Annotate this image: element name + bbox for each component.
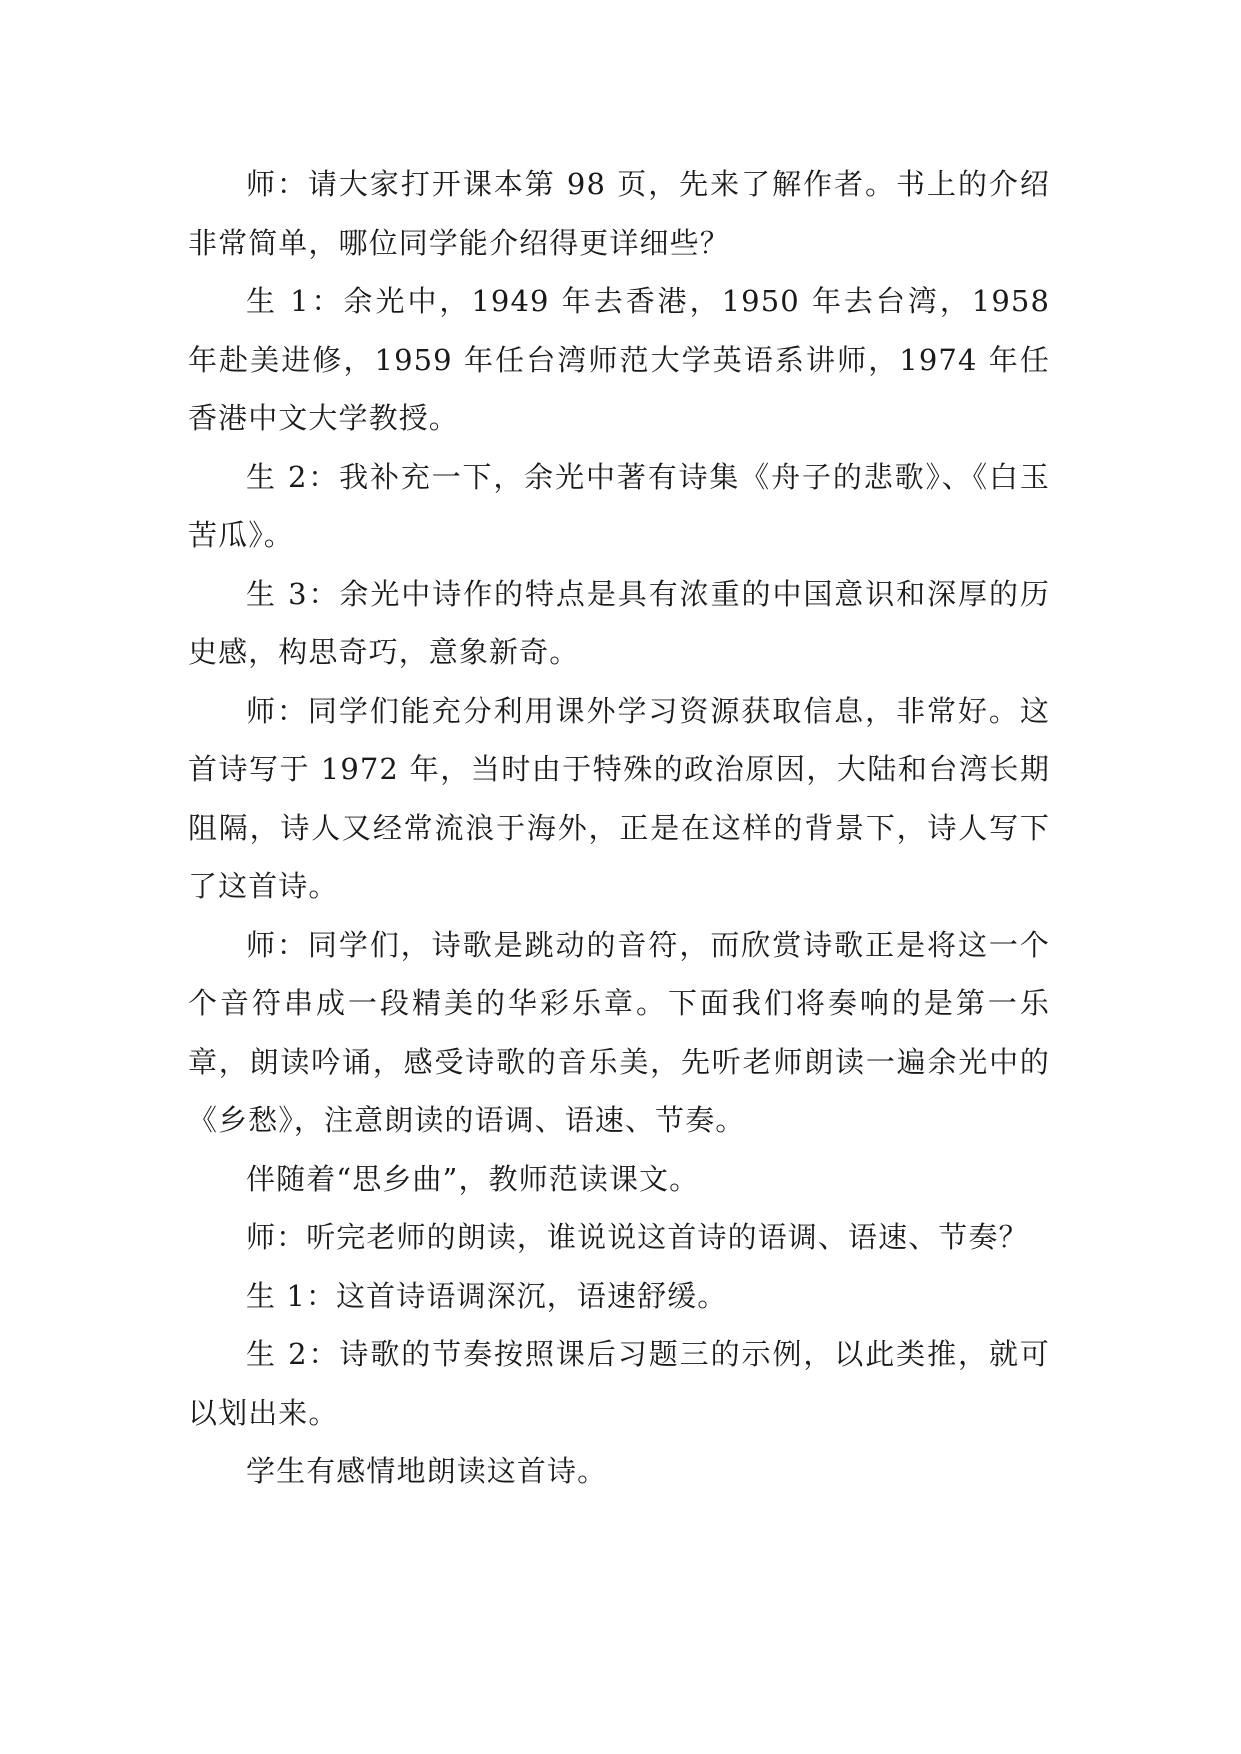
paragraph-student2-works: 生 2：我补充一下，余光中著有诗集《舟子的悲歌》、《白玉苦瓜》。: [188, 459, 1050, 552]
document-body: [188, 155, 1050, 1501]
paragraph-student3-style: 生 3：余光中诗作的特点是具有浓重的中国意识和深厚的历史感，构思奇巧，意象新奇。: [188, 576, 1050, 669]
paragraph-teacher-background: 师：同学们能充分利用课外学习资源获取信息，非常好。这首诗写于 1972 年，当时由于特殊的政治原因，大陆和台湾长期阻隔，诗人又经常流浪于海外，正是在这样的背景下，诗人写下了这首诗。: [188, 693, 1050, 903]
paragraph-model-reading: 伴随着“思乡曲”，教师范读课文。: [246, 1161, 700, 1196]
paragraph-teacher-intro: 师：请大家打开课本第 98 页，先来了解作者。书上的介绍非常简单，哪位同学能介绍得更详细些？: [188, 167, 1050, 260]
paragraph-student2-answer: 生 2：诗歌的节奏按照课后习题三的示例，以此类推，就可以划出来。: [188, 1337, 1050, 1430]
paragraph-students-read: 学生有感情地朗读这首诗。: [246, 1454, 608, 1488]
paragraph-student1-answer: 生 1：这首诗语调深沉，语速舒缓。: [246, 1278, 728, 1313]
paragraph-student1-bio: 生 1：余光中，1949 年去香港，1950 年去台湾，1958 年赴美进修，1959 年任台湾师范大学英语系讲师，1974 年任香港中文大学教授。: [188, 284, 1050, 435]
paragraph-teacher-first-movement: 师：同学们，诗歌是跳动的音符，而欣赏诗歌正是将这一个个音符串成一段精美的华彩乐章。下面我们将奏响的是第一乐章，朗读吟诵，感受诗歌的音乐美，先听老师朗读一遍余光中的《乡愁》，注意朗读的语调、语速、节奏。: [188, 927, 1050, 1137]
paragraph-teacher-question: 师：听完老师的朗读，谁说说这首诗的语调、语速、节奏？: [246, 1220, 1029, 1254]
